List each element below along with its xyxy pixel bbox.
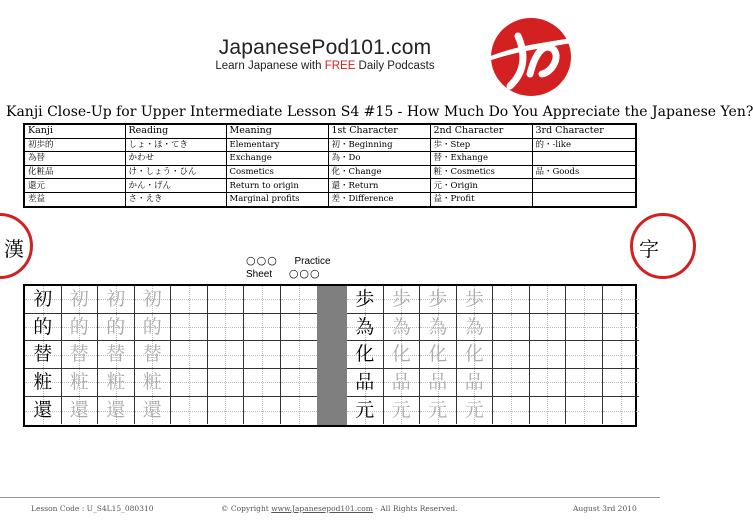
site-name: JapanesePod101.com (218, 36, 432, 59)
table-cell: 替・Exhange (430, 152, 532, 166)
table-cell (532, 152, 636, 166)
kanji-trace-cell: 的 (98, 314, 135, 342)
practice-empty-cell (171, 369, 208, 397)
practice-empty-cell (566, 397, 603, 425)
practice-empty-cell (530, 369, 567, 397)
kanji-trace-cell: 粧 (98, 369, 135, 397)
circles-right: ○○○ (288, 267, 321, 280)
table-cell (532, 179, 636, 193)
practice-empty-cell (493, 314, 530, 342)
table-cell: 粧・Cosmetics (430, 165, 532, 179)
kanji-model-cell: 粧 (25, 369, 62, 397)
practice-empty-cell (603, 314, 640, 342)
table-row (24, 165, 636, 179)
table-cell: 元・Origin (430, 179, 532, 193)
header-first-char: 1st Character (328, 124, 430, 138)
table-cell: 差益 (24, 192, 125, 206)
table-cell: Elementary (226, 138, 328, 152)
practice-empty-cell (566, 314, 603, 342)
copyright-prefix: © Copyright (221, 504, 272, 513)
header-kanji: Kanji (24, 124, 125, 138)
practice-empty-cell (493, 397, 530, 425)
header-third-char: 3rd Character (532, 124, 636, 138)
center-divider (317, 286, 347, 425)
table-cell (532, 192, 636, 206)
table-row (24, 152, 636, 166)
practice-empty-cell (281, 397, 318, 425)
kanji-model-cell: 為 (347, 314, 384, 342)
table-cell: 還・Return (328, 179, 430, 193)
practice-empty-cell (493, 286, 530, 314)
table-cell: 益・Profit (430, 192, 532, 206)
kanji-trace-cell: 化 (384, 341, 421, 369)
table-row (24, 192, 636, 206)
jp-logo-icon (478, 14, 584, 96)
table-cell: け・しょう・ひん (125, 165, 226, 179)
table-cell: 歩・Step (430, 138, 532, 152)
lesson-code: Lesson Code : U_S4L15_080310 (31, 504, 154, 513)
practice-empty-cell (208, 286, 245, 314)
table-cell: かん・げん (125, 179, 226, 193)
kanji-trace-cell: 還 (62, 397, 99, 425)
practice-empty-cell (530, 341, 567, 369)
practice-empty-cell (493, 341, 530, 369)
kan-char: 漢 (4, 237, 24, 261)
practice-grid-right (347, 286, 639, 424)
table-cell: しょ・ほ・てき (125, 138, 226, 152)
practice-empty-cell (244, 286, 281, 314)
kanji-trace-cell: 歩 (384, 286, 421, 314)
footer-divider (0, 497, 660, 498)
kanji-trace-cell: 歩 (420, 286, 457, 314)
practice-empty-cell (566, 341, 603, 369)
kanji-trace-cell: 還 (135, 397, 172, 425)
vocab-header-row (24, 124, 636, 138)
kanji-trace-cell: 為 (420, 314, 457, 342)
kanji-trace-cell: 初 (135, 286, 172, 314)
copyright-suffix: - All Rights Reserved. (372, 504, 458, 513)
kanji-model-cell: 元 (347, 397, 384, 425)
table-cell: 品・Goods (532, 165, 636, 179)
kanji-trace-cell: 的 (135, 314, 172, 342)
practice-empty-cell (603, 286, 640, 314)
kanji-model-cell: 歩 (347, 286, 384, 314)
practice-empty-cell (244, 369, 281, 397)
practice-empty-cell (603, 341, 640, 369)
table-cell: Return to origin (226, 179, 328, 193)
footer-date: August 3rd 2010 (573, 504, 637, 513)
kanji-model-cell: 初 (25, 286, 62, 314)
vocab-table (23, 123, 637, 208)
ji-char: 字 (639, 237, 659, 261)
tagline-end: Daily Podcasts (355, 60, 435, 72)
practice-grid-left (25, 286, 317, 424)
circles-left: ○○○ (246, 254, 278, 267)
table-cell: Cosmetics (226, 165, 328, 179)
practice-empty-cell (530, 286, 567, 314)
kanji-trace-cell: 替 (135, 341, 172, 369)
practice-empty-cell (244, 314, 281, 342)
table-cell: 為替 (24, 152, 125, 166)
kanji-trace-cell: 品 (420, 369, 457, 397)
practice-empty-cell (530, 314, 567, 342)
practice-empty-cell (171, 314, 208, 342)
practice-empty-cell (208, 397, 245, 425)
practice-empty-cell (208, 314, 245, 342)
kanji-trace-cell: 元 (420, 397, 457, 425)
table-cell: 的・-like (532, 138, 636, 152)
kanji-model-cell: 化 (347, 341, 384, 369)
practice-empty-cell (281, 369, 318, 397)
kanji-model-cell: 還 (25, 397, 62, 425)
kanji-trace-cell: 替 (62, 341, 99, 369)
kanji-model-cell: 替 (25, 341, 62, 369)
kanji-trace-cell: 初 (62, 286, 99, 314)
table-cell: 為・Do (328, 152, 430, 166)
kanji-trace-cell: 歩 (457, 286, 494, 314)
practice-empty-cell (171, 341, 208, 369)
table-cell: 初・Beginning (328, 138, 430, 152)
table-row (24, 138, 636, 152)
page-title: Kanji Close-Up for Upper Intermediate Lesson S4 #15 - How Much Do You Appreciate the Japanese Yen? (6, 104, 753, 120)
practice-empty-cell (208, 341, 245, 369)
tagline-start: Learn Japanese with (215, 60, 325, 72)
practice-empty-cell (603, 369, 640, 397)
practice-empty-cell (281, 314, 318, 342)
table-row (24, 179, 636, 193)
practice-sheet-title: Practice Sheet (246, 256, 331, 280)
kanji-trace-cell: 品 (457, 369, 494, 397)
kanji-trace-cell: 還 (98, 397, 135, 425)
table-cell: さ・えき (125, 192, 226, 206)
kanji-trace-cell: 化 (457, 341, 494, 369)
kanji-trace-cell: 粧 (62, 369, 99, 397)
table-cell: 差・Difference (328, 192, 430, 206)
kanji-trace-cell: 粧 (135, 369, 172, 397)
kanji-model-cell: 的 (25, 314, 62, 342)
table-cell: かわせ (125, 152, 226, 166)
kanji-trace-cell: 為 (384, 314, 421, 342)
copyright (221, 504, 458, 513)
header-second-char: 2nd Character (430, 124, 532, 138)
copyright-link[interactable]: www.Japanesepod101.com (271, 504, 373, 513)
kanji-trace-cell: 品 (384, 369, 421, 397)
kanji-trace-cell: 的 (62, 314, 99, 342)
practice-empty-cell (281, 341, 318, 369)
ji-badge (630, 213, 696, 279)
practice-empty-cell (171, 286, 208, 314)
tagline-free: FREE (324, 60, 356, 72)
kanji-trace-cell: 化 (420, 341, 457, 369)
practice-empty-cell (566, 286, 603, 314)
practice-empty-cell (208, 369, 245, 397)
practice-sheet (23, 284, 637, 427)
kanji-trace-cell: 初 (98, 286, 135, 314)
practice-empty-cell (603, 397, 640, 425)
header-meaning: Meaning (226, 124, 328, 138)
header-reading: Reading (125, 124, 226, 138)
table-cell: 還元 (24, 179, 125, 193)
kanji-trace-cell: 為 (457, 314, 494, 342)
practice-empty-cell (171, 397, 208, 425)
table-cell: Exchange (226, 152, 328, 166)
tagline (180, 60, 470, 72)
practice-empty-cell (244, 397, 281, 425)
practice-empty-cell (244, 341, 281, 369)
table-cell: 化・Change (328, 165, 430, 179)
practice-empty-cell (566, 369, 603, 397)
practice-empty-cell (493, 369, 530, 397)
practice-empty-cell (530, 397, 567, 425)
table-cell: 初歩的 (24, 138, 125, 152)
kanji-trace-cell: 元 (384, 397, 421, 425)
kan-badge (0, 213, 33, 279)
practice-empty-cell (281, 286, 318, 314)
kanji-trace-cell: 元 (457, 397, 494, 425)
kanji-trace-cell: 替 (98, 341, 135, 369)
table-cell: Marginal profits (226, 192, 328, 206)
table-cell: 化粧品 (24, 165, 125, 179)
practice-sheet-label (246, 254, 406, 280)
kanji-model-cell: 品 (347, 369, 384, 397)
